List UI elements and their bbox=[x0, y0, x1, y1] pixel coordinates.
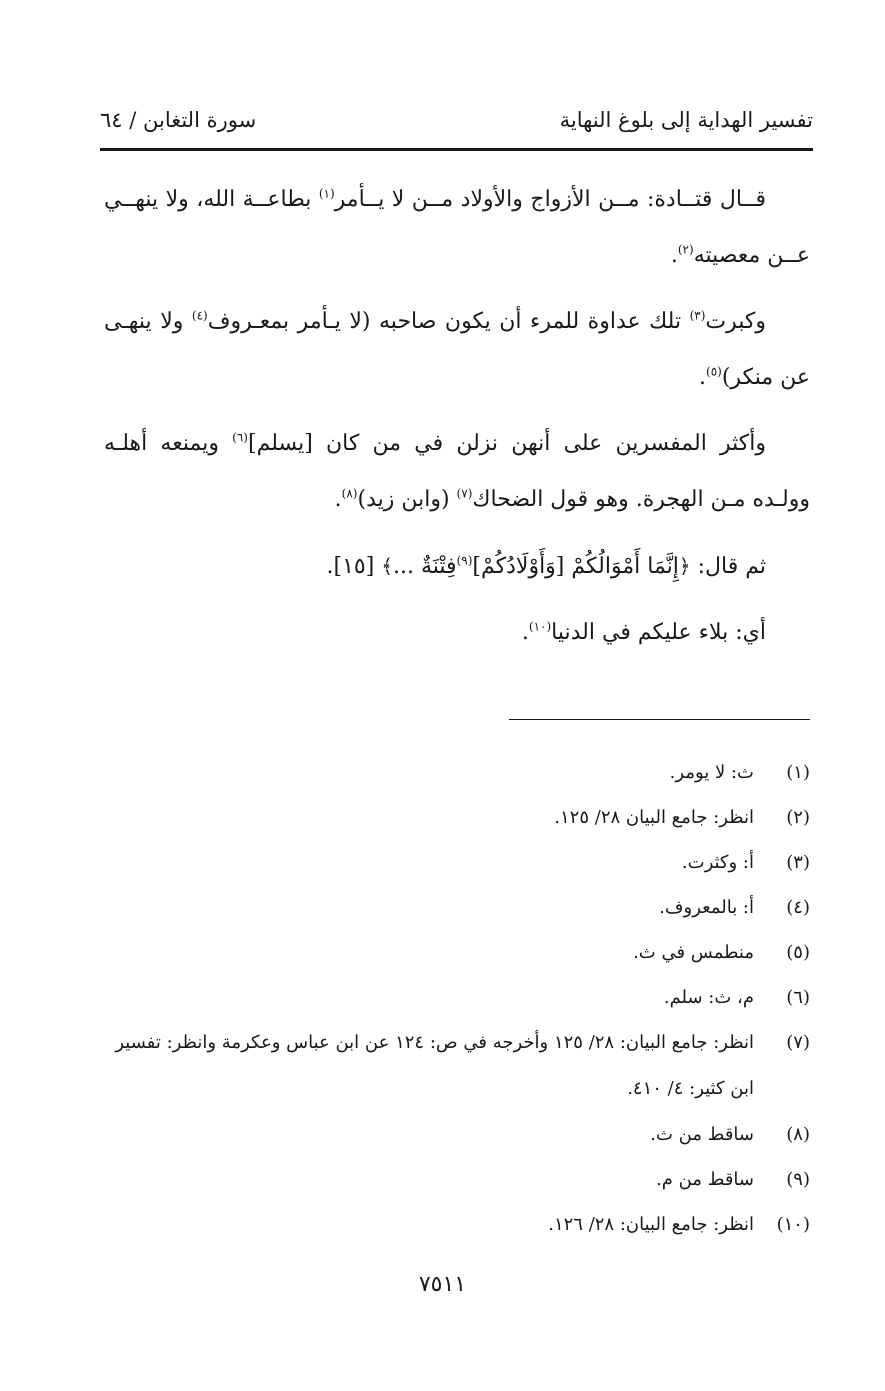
footnote-item bbox=[104, 885, 810, 930]
footnote-number: (٤) bbox=[786, 897, 810, 918]
footnote-ref: (١) bbox=[318, 186, 335, 201]
footnote-text: أ: بالمعروف. bbox=[659, 897, 754, 918]
quran-bracket-open: ﴿ bbox=[678, 554, 691, 578]
footnote-text: منطمس في ث. bbox=[633, 942, 754, 963]
footnote-number: (٩) bbox=[786, 1169, 810, 1190]
footnote-text: ث: لا يومر. bbox=[669, 762, 754, 783]
header-divider bbox=[100, 148, 813, 151]
footnote-ref: (٧) bbox=[456, 486, 473, 501]
footnote-item bbox=[104, 750, 810, 795]
footnote-ref: (٩) bbox=[456, 553, 473, 568]
paragraph-meaning: أي: بلاء عليكم في الدنيا$^{(١٠)}$. bbox=[521, 619, 766, 645]
quran-verse-text-2: فِتْنَةٌ ... bbox=[393, 554, 457, 579]
footnote-ref: (٥) bbox=[706, 364, 722, 379]
paragraph-verse: ثم قال: ﴿إِنَّمَا أَمْوَالُكُمْ [وَأَوْلَادُكُمْ]$^{(٩)}$فِتْنَةٌ ...﴾ [١٥]. bbox=[326, 553, 766, 579]
footnote-text: انظر: جامع البيان: ٢٨/ ١٢٦. bbox=[548, 1214, 754, 1235]
footnote-number: (٥) bbox=[786, 942, 810, 963]
footnote-text: ساقط من ث. bbox=[650, 1124, 754, 1145]
footnote-number: (٨) bbox=[786, 1124, 810, 1145]
footnote-ref: (٨) bbox=[341, 486, 358, 501]
paragraph-qatada: قــال قتــادة: مــن الأزواج والأولاد مــن لا يــأمر$^{(١)}$ بطاعــة الله، ولا ينهــي عــن معصيته$^{(٢)}$. bbox=[104, 186, 810, 268]
quran-bracket-close: ﴾ bbox=[381, 554, 394, 578]
footnote-ref: (٢) bbox=[677, 242, 694, 257]
footnote-item bbox=[104, 1112, 810, 1157]
footnote-item bbox=[104, 795, 810, 840]
footnote-text: أ: وكثرت. bbox=[681, 852, 754, 873]
footnote-number: (١٠) bbox=[776, 1214, 810, 1235]
footnote-number: (٢) bbox=[786, 807, 810, 828]
footnote-divider bbox=[509, 719, 810, 720]
footnote-item bbox=[104, 1202, 810, 1247]
book-title: تفسير الهداية إلى بلوغ النهاية bbox=[559, 108, 813, 132]
surah-reference: سورة التغابن / ٦٤ bbox=[100, 108, 257, 132]
footnote-item bbox=[104, 1020, 810, 1112]
paragraph-enmity: وكبرت$^{(٣)}$ تلك عداوة للمرء أن يكون صاحبه (لا يـأمر بمعـروف$^{(٤)}$ ولا ينهـى عن منكر)$^{(٥)}$. bbox=[104, 308, 810, 390]
footnote-number: (٦) bbox=[786, 987, 810, 1008]
footnote-item bbox=[104, 1157, 810, 1202]
footnote-ref: (١٠) bbox=[528, 619, 552, 634]
footnote-item bbox=[104, 975, 810, 1020]
paragraph-commentators: وأكثر المفسرين على أنهن نزلن في من كان [يسلم]$^{(٦)}$ ويمنعه أهلـه وولـده مـن الهجرة. وهو قول الضحاك$^{(٧)}$ (وابن زيد)$^{(٨)}$. bbox=[104, 430, 810, 512]
footnote-text: انظر: جامع البيان ٢٨/ ١٢٥. bbox=[554, 807, 754, 828]
footnote-number: (٣) bbox=[786, 852, 810, 873]
footnote-ref: (٣) bbox=[689, 308, 706, 323]
footnote-text: انظر: جامع البيان: ٢٨/ ١٢٥ وأخرجه في ص: ١٢٤ عن ابن عباس وعكرمة وانظر: تفسير ابن كثير: ٤/ ٤١٠. bbox=[115, 1032, 754, 1099]
footnote-item bbox=[104, 840, 810, 885]
quran-verse-text: إِنَّمَا أَمْوَالُكُمْ [وَأَوْلَادُكُمْ] bbox=[472, 554, 679, 579]
footnote-item bbox=[104, 930, 810, 975]
footnote-ref: (٦) bbox=[232, 430, 248, 445]
footnote-ref: (٤) bbox=[191, 308, 208, 323]
footnote-text: ساقط من م. bbox=[656, 1169, 754, 1190]
main-text bbox=[104, 172, 810, 671]
footnote-number: (١) bbox=[786, 762, 810, 783]
running-header bbox=[100, 108, 813, 146]
footnote-text: م، ث: سلم. bbox=[663, 987, 754, 1008]
footnote-number: (٧) bbox=[786, 1032, 810, 1053]
footnotes-list bbox=[104, 750, 810, 1247]
page-number: ٧٥١١ bbox=[418, 1272, 467, 1297]
